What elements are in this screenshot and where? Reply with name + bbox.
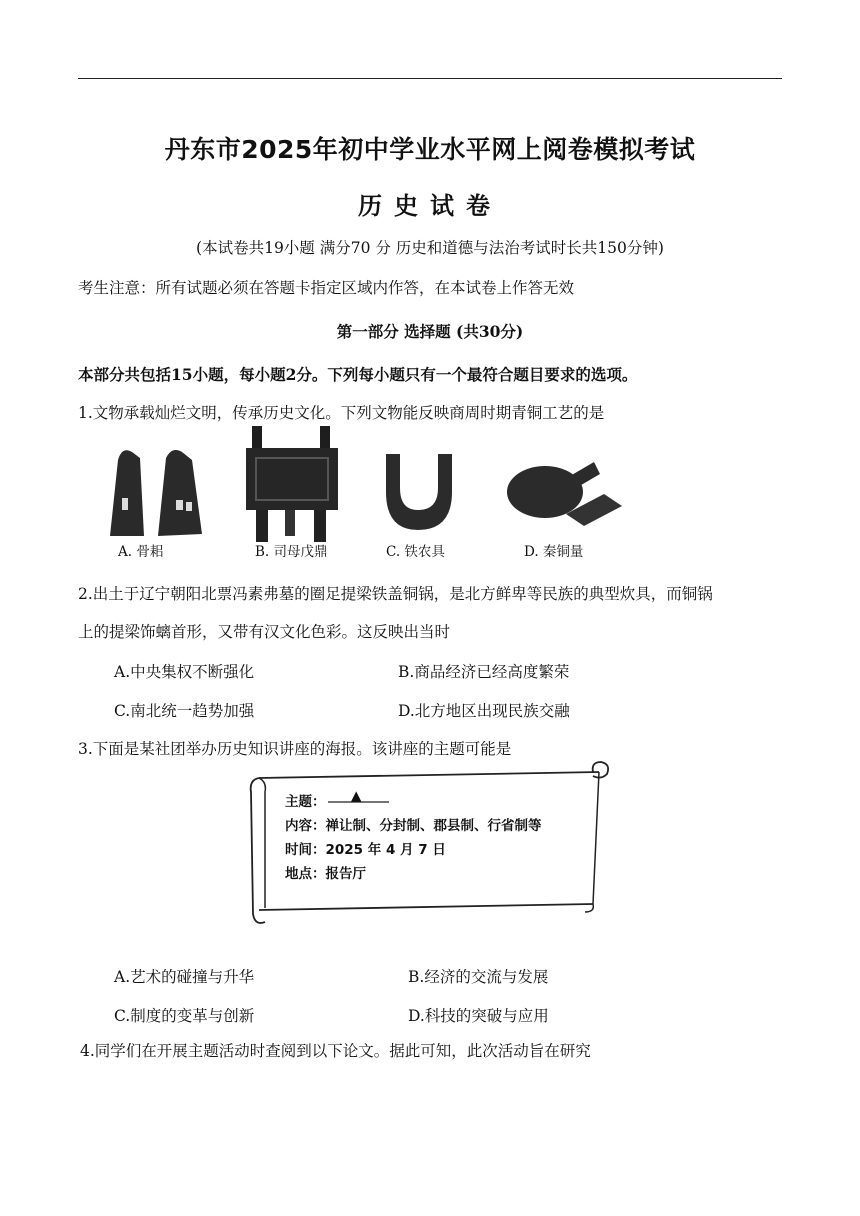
q2-option-d: D.北方地区出现民族交融 — [398, 702, 570, 720]
q2-option-a: A.中央集权不断强化 — [114, 663, 255, 681]
q3-option-c: C.制度的变革与创新 — [114, 1007, 255, 1025]
q1-stem: 1.文物承载灿烂文明，传承历史文化。下列文物能反映商周时期青铜工艺的是 — [78, 404, 605, 422]
q2-option-c: C.南北统一趋势加强 — [114, 702, 255, 720]
section-title: 第一部分 选择题 (共30分) — [336, 322, 524, 341]
bone-spade-image — [110, 450, 202, 536]
poster-content: 内容：禅让制、分封制、郡县制、行省制等 — [285, 818, 542, 834]
q1-option-c: C. 铁农具 — [386, 544, 445, 560]
q1-option-b: B. 司母戊鼎 — [255, 544, 328, 560]
q2-stem-line1: 2.出土于辽宁朝阳北票冯素弗墓的圈足提梁铁盖铜锅，是北方鲜卑等民族的典型炊具，而铜锅 — [78, 585, 713, 603]
ding-vessel-image — [246, 426, 338, 542]
q3-option-b: B.经济的交流与发展 — [408, 968, 549, 986]
top-rule — [78, 78, 782, 79]
q4-stem: 4.同学们在开展主题活动时查阅到以下论文。据此可知，此次活动旨在研究 — [80, 1042, 591, 1060]
q1-option-d: D. 秦铜量 — [524, 544, 584, 560]
q2-option-b: B.商品经济已经高度繁荣 — [398, 663, 570, 681]
bronze-measure-image — [507, 462, 622, 526]
section-instruction: 本部分共包括15小题，每小题2分。下列每小题只有一个最符合题目要求的选项。 — [78, 365, 638, 384]
lecture-poster — [243, 758, 615, 930]
q3-option-d: D.科技的突破与应用 — [408, 1007, 549, 1025]
q1-option-a: A. 骨耜 — [118, 544, 164, 560]
exam-note: (本试卷共19小题 满分70 分 历史和道德与法治考试时长共150分钟) — [196, 239, 664, 257]
exam-notice: 考生注意：所有试题必须在答题卡指定区域内作答，在本试卷上作答无效 — [78, 279, 575, 297]
q3-option-a: A.艺术的碰撞与升华 — [114, 968, 255, 986]
poster-time: 时间：2025 年 4 月 7 日 — [285, 842, 446, 858]
poster-topic-label: 主题： — [285, 794, 326, 810]
exam-title: 丹东市2025年初中学业水平网上阅卷模拟考试 — [164, 135, 696, 164]
q2-stem-line2: 上的提梁饰螭首形，又带有汉文化色彩。这反映出当时 — [78, 623, 451, 641]
q3-stem: 3.下面是某社团举办历史知识讲座的海报。该讲座的主题可能是 — [78, 740, 512, 758]
poster-place: 地点：报告厅 — [285, 866, 366, 882]
iron-tool-image — [386, 454, 452, 530]
exam-subtitle: 历史试卷 — [358, 192, 502, 220]
poster-topic-mark: ▲ — [351, 788, 362, 804]
